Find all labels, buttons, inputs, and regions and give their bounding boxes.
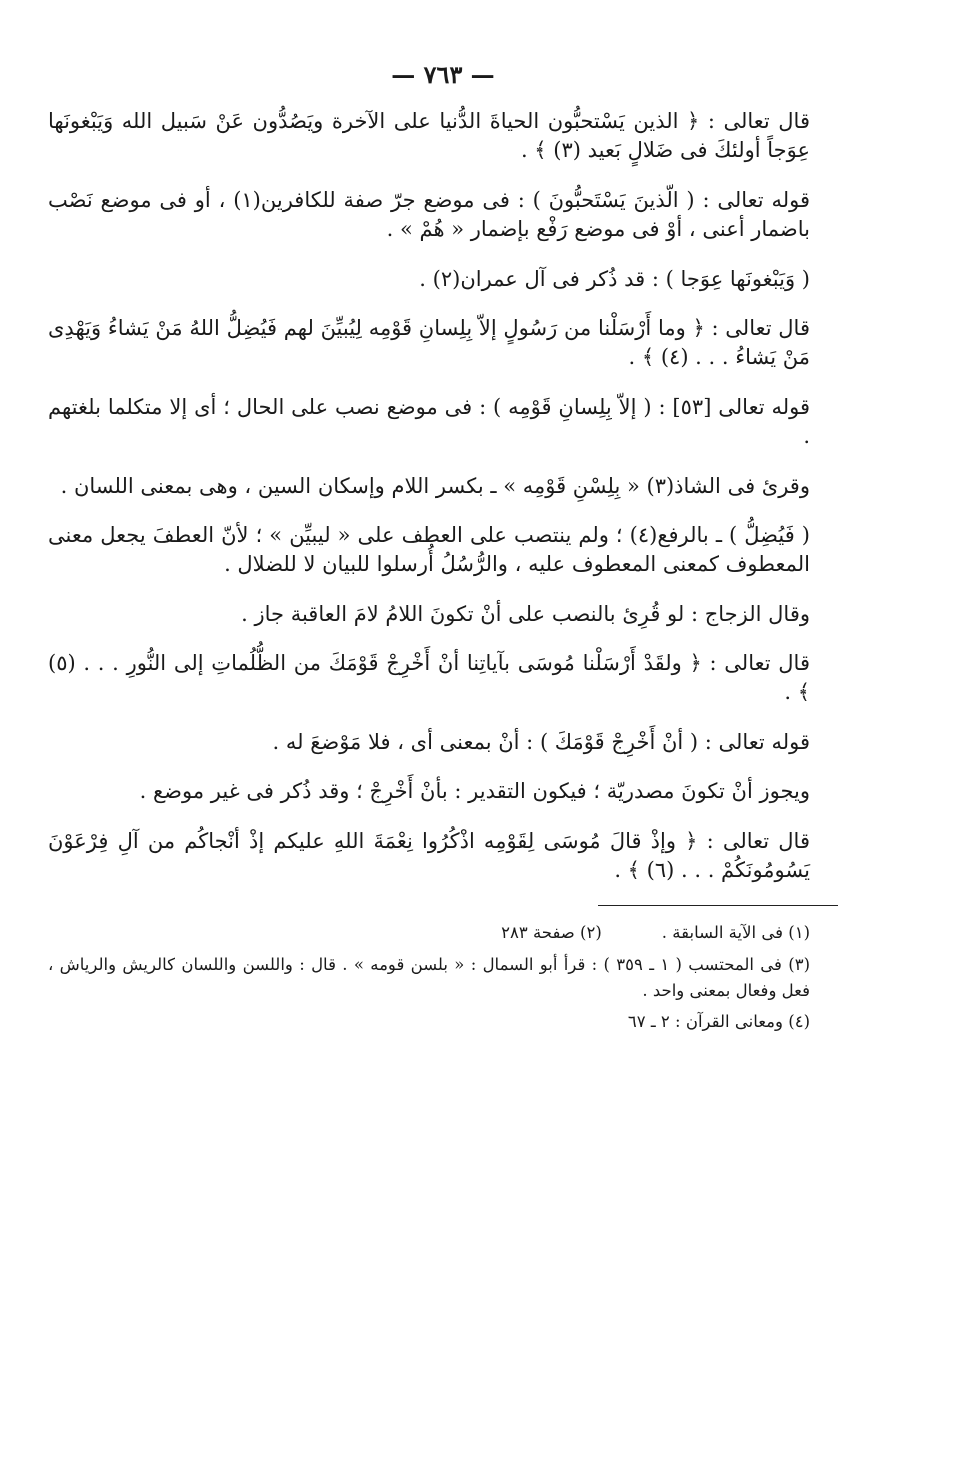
text-line-commentary-7: قوله تعالى : ( أنْ أَخْرِجْ قَوْمَكَ ) : أنْ بمعنى أى ، فلا مَوْضعَ له . <box>272 729 810 754</box>
footnote-3: (٣) فى المحتسب ( ١ ـ ٣٥٩ ) : قرأ أبو السمال : « بلسن قومه » . قال : واللسن واللسان كالريش والرياش ، فعل وفعال بمعنى واحد . <box>48 954 811 1000</box>
page-number: — ٧٦٣ — <box>391 60 495 89</box>
text-line-commentary-8: ويجوز أنْ تكونَ مصدريّة ؛ فيكون التقدير : بأنْ أَخْرِجْ ؛ وقد ذُكر فى غير موضع . <box>139 779 810 804</box>
text-line-verse-2: قال تعالى : ﴿ وما أَرْسَلْنا من رَسُولٍ إلاّ بِلِسانِ قَوْمِه لِيُبيِّنَ لهم فَيُضِلُّ اللهُ مَنْ يَشاءُ وَيَهْدِى مَنْ يَشاءُ . . . (٤) ﴾ . <box>48 315 810 370</box>
book-page <box>48 60 838 1041</box>
footnotes <box>48 920 838 1034</box>
text-line-commentary-3: قوله تعالى [٥٣] : ( إلاّ بِلِسانِ قَوْمِه ) : فى موضع نصب على الحال ؛ أى إلا متكلما بلغتهم . <box>48 394 810 449</box>
text-line-commentary-6: وقال الزجاج : لو قُرِئ بالنصب على أنْ تكونَ اللامُ لامَ العاقبة جاز . <box>241 601 810 626</box>
text-line-verse-4: قال تعالى : ﴿ وإذْ قالَ مُوسَى لِقَوْمِه اذْكُرُوا نِعْمَةَ اللهِ عليكم إذْ أنْجاكُم من آلِ فِرْعَوْنَ يَسُومُونَكُمْ . . . (٦) ﴾ . <box>48 828 810 883</box>
text-line-commentary-5: ( فَيُضِلُّ ) ـ بالرفع(٤) ؛ ولم ينتصب على العطف على « ليبيِّن » ؛ لأنّ العطفَ يجعل معنى المعطوف كمعنى المعطوف عليه ، والرُّسُلُ أُرسلوا للبيان لا للضلال . <box>48 522 810 577</box>
text-line-verse-3: قال تعالى : ﴿ ولقَدْ أَرْسَلْنا مُوسَى بآياتِنا أنْ أَخْرِجْ قَوْمَكَ من الظُّلُماتِ إلى النُّورِ . . . (٥) ﴾ . <box>48 651 810 705</box>
text-line-verse-1: قال تعالى : ﴿ الذين يَسْتحبُّون الحياةَ الدُّنيا على الآخرة ويَصُدُّون عَنْ سَبيل الله وَيَبْغونَها عِوَجاً أولئكَ فى ضَلالٍ بَعيد (٣) ﴾ . <box>48 109 810 163</box>
text-line-commentary-4: وقرئ فى الشاذ(٣) « بِلِسْنِ قَوْمِه » ـ بكسر اللام وإسكان السين ، وهى بمعنى اللسان . <box>60 473 810 498</box>
footnote-divider <box>598 905 838 906</box>
footnote-4: (٤) ومعانى القرآن : ٢ ـ ٦٧ <box>627 1012 810 1032</box>
text-line-commentary-2: ( وَيَبْغونَها عِوَجا ) : قد ذُكر فى آل عمران(٢) . <box>419 266 810 291</box>
text-line-commentary-1: قوله تعالى : ( الّذينَ يَسْتَحبُّونَ ) : فى موضع جرّ صفة للكافرين(١) ، أو فى موضع نَصْب باضمار أعنى ، أوْ فى موضع رَفْع بإضمار « هُمْ » . <box>48 187 810 242</box>
footnote-2: (٢) صفحة ٢٨٣ <box>501 923 602 943</box>
footnote-row-1 <box>48 920 838 946</box>
footnote-1: (١) فى الآية السابقة . <box>661 923 810 943</box>
